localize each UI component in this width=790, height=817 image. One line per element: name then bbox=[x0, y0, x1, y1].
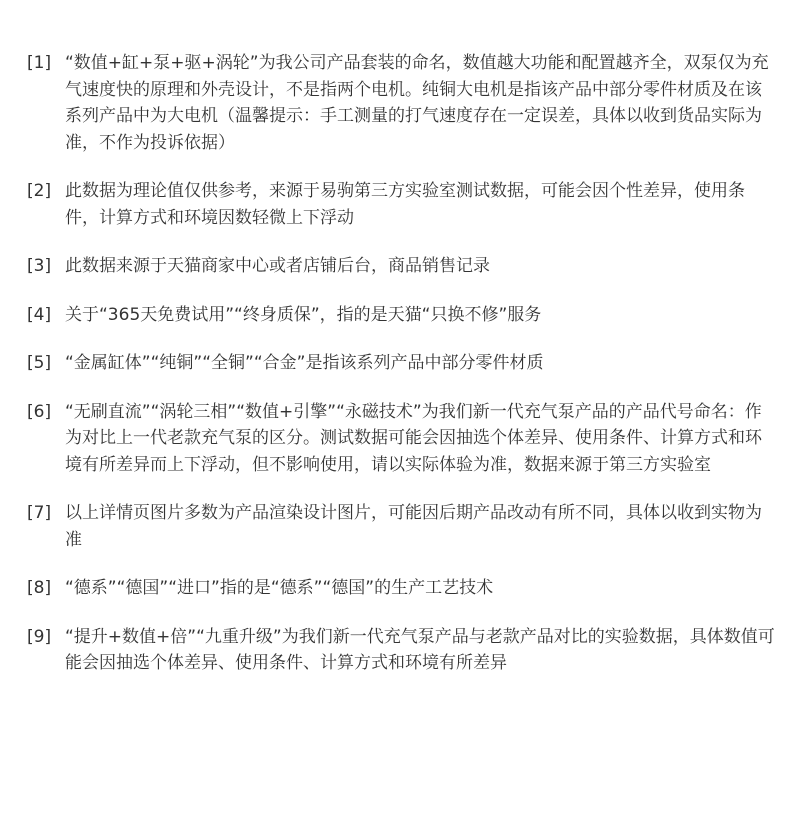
footnote-number: [3] bbox=[27, 256, 52, 276]
footnote-7 bbox=[27, 500, 777, 553]
footnote-list bbox=[27, 50, 777, 677]
footnote-number: [8] bbox=[27, 578, 52, 598]
footnote-text: “无刷直流”“涡轮三相”“数值+引擎”“永磁技术”为我们新一代充气泵产品的产品代号命名：作为对比上一代老款充气泵的区分。测试数据可能会因抽选个体差异、使用条件、计算方式和环境有所差异而上下浮动，但不影响使用，请以实际体验为准，数据来源于第三方实验室 bbox=[65, 401, 762, 475]
footnote-text: “德系”“德国”“进口”指的是“德系”“德国”的生产工艺技术 bbox=[65, 578, 494, 598]
footnote-1 bbox=[27, 50, 777, 156]
footnote-6 bbox=[27, 399, 777, 479]
footnote-5 bbox=[27, 350, 777, 377]
footnote-text: “提升+数值+倍”“九重升级”为我们新一代充气泵产品与老款产品对比的实验数据，具体数值可能会因抽选个体差异、使用条件、计算方式和环境有所差异 bbox=[65, 626, 775, 673]
footnote-text: “金属缸体”“纯铜”“全铜”“合金”是指该系列产品中部分零件材质 bbox=[65, 353, 544, 373]
footnote-text: 此数据来源于天猫商家中心或者店铺后台，商品销售记录 bbox=[65, 256, 490, 276]
footnote-number: [9] bbox=[27, 626, 52, 647]
footnote-number: [2] bbox=[27, 181, 52, 201]
footnote-3 bbox=[27, 253, 777, 280]
footnote-4 bbox=[27, 302, 777, 329]
footnote-2 bbox=[27, 178, 777, 231]
footnote-8 bbox=[27, 575, 777, 602]
footnote-text: 关于“365天免费试用”“终身质保”，指的是天猫“只换不修”服务 bbox=[65, 304, 542, 325]
footnote-number: [5] bbox=[27, 353, 52, 373]
footnote-text: “数值+缸+泵+驱+涡轮”为我公司产品套装的命名，数值越大功能和配置越齐全，双泵仅为充气速度快的原理和外壳设计，不是指两个电机。纯铜大电机是指该产品中部分零件材质及在该系列产品中为大电机（温馨提示：手工测量的打气速度存在一定误差，具体以收到货品实际为准，不作为投诉依据） bbox=[65, 53, 769, 153]
footnote-number: [7] bbox=[27, 503, 52, 523]
footnote-number: [4] bbox=[27, 304, 52, 325]
footnote-text: 以上详情页图片多数为产品渲染设计图片，可能因后期产品改动有所不同，具体以收到实物为准 bbox=[65, 503, 762, 550]
footnote-number: [6] bbox=[27, 401, 52, 422]
footnote-text: 此数据为理论值仅供参考，来源于易驹第三方实验室测试数据，可能会因个性差异，使用条件，计算方式和环境因数轻微上下浮动 bbox=[65, 181, 745, 228]
footnote-9 bbox=[27, 624, 777, 677]
footnote-number: [1] bbox=[27, 53, 52, 73]
